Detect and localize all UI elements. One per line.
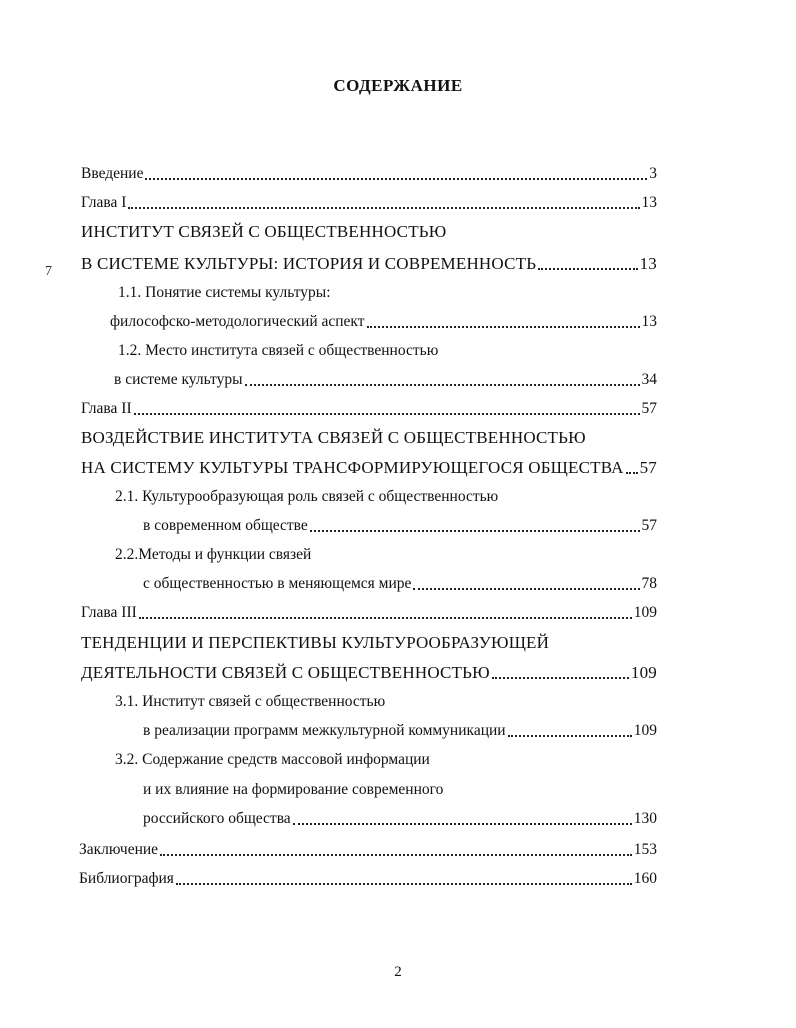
- toc-entry-page: 3: [649, 165, 657, 182]
- toc-entry-text: Глава I: [81, 194, 127, 211]
- toc-entry-page: 109: [633, 604, 657, 621]
- toc-entry-text: 1.1. Понятие системы культуры:: [118, 284, 331, 301]
- toc-entry: [115, 545, 311, 565]
- toc-entry: [143, 516, 657, 536]
- dot-leader: [538, 267, 637, 270]
- toc-entry-text: 3.2. Содержание средств массовой информации: [115, 751, 430, 768]
- dot-leader: [160, 853, 632, 856]
- dot-leader: [626, 471, 638, 474]
- toc-entry-text: в реализации программ межкультурной коммуникации: [143, 722, 506, 739]
- dot-leader: [145, 177, 647, 180]
- toc-entry-text: ДЕЯТЕЛЬНОСТИ СВЯЗЕЙ С ОБЩЕСТВЕННОСТЬЮ: [81, 663, 490, 682]
- toc-entry-text: ВОЗДЕЙСТВИЕ ИНСТИТУТА СВЯЗЕЙ С ОБЩЕСТВЕННОСТЬЮ: [81, 428, 586, 447]
- toc-entry: [118, 341, 438, 361]
- dot-leader: [245, 383, 640, 386]
- dot-leader: [139, 616, 632, 619]
- toc-entry-page: 153: [633, 841, 657, 858]
- toc-entry: [79, 840, 657, 860]
- toc-entry: [143, 721, 657, 741]
- toc-entry: [81, 193, 657, 213]
- dot-leader: [176, 882, 632, 885]
- dot-leader: [492, 676, 629, 679]
- toc-entry-text: и их влияние на формирование современного: [143, 781, 444, 798]
- toc-entry-text: 3.1. Институт связей с общественностью: [115, 693, 386, 710]
- toc-entry-page: 78: [641, 575, 657, 592]
- toc-entry-text: 1.2. Место института связей с общественностью: [118, 342, 439, 359]
- toc-entry: [81, 399, 657, 419]
- toc-entry: [79, 869, 657, 889]
- toc-entry-text: ИНСТИТУТ СВЯЗЕЙ С ОБЩЕСТВЕННОСТЬЮ: [81, 222, 447, 241]
- toc-entry-page: 57: [641, 517, 657, 534]
- toc-entry-text: Заключение: [79, 841, 159, 858]
- toc-entry: [115, 750, 430, 770]
- toc-entry-page: 13: [641, 194, 657, 211]
- toc-entry-page: 130: [633, 810, 657, 827]
- toc-entry-text: российского общества: [143, 810, 291, 827]
- toc-entry-text: философско-методологический аспект: [110, 313, 365, 330]
- toc-entry: [81, 663, 657, 683]
- toc-entry: [81, 164, 657, 184]
- page-number: 2: [394, 964, 402, 980]
- toc-entry-page: 57: [639, 458, 657, 477]
- toc-entry: [81, 222, 446, 242]
- toc-entry-text: Глава III: [81, 604, 137, 621]
- margin-mark: 7: [45, 264, 52, 279]
- dot-leader: [310, 529, 640, 532]
- toc-entry-text: Глава II: [81, 400, 132, 417]
- toc-entry: [81, 254, 657, 274]
- page-title: СОДЕРЖАНИЕ: [333, 76, 463, 95]
- dot-leader: [293, 822, 632, 825]
- toc-entry-page: 109: [630, 663, 657, 682]
- toc-entry-text: с общественностью в меняющемся мире: [143, 575, 412, 592]
- toc-entry: [115, 487, 498, 507]
- dot-leader: [134, 412, 640, 415]
- toc-entry-text: 2.2.Методы и функции связей: [115, 546, 312, 563]
- toc-entry-page: 160: [633, 870, 657, 887]
- toc-entry: [143, 809, 657, 829]
- toc-entry: [143, 574, 657, 594]
- toc-entry-text: 2.1. Культурообразующая роль связей с общественностью: [115, 488, 499, 505]
- toc-entry: [81, 428, 586, 448]
- dot-leader: [128, 206, 639, 209]
- dot-leader: [508, 734, 632, 737]
- toc-entry-text: в современном обществе: [143, 517, 308, 534]
- toc-entry-page: 109: [633, 722, 657, 739]
- toc-entry: [114, 370, 657, 390]
- toc-entry: [81, 603, 657, 623]
- toc-entry-page: 13: [641, 313, 657, 330]
- toc-entry-text: НА СИСТЕМУ КУЛЬТУРЫ ТРАНСФОРМИРУЮЩЕГОСЯ ОБЩЕСТВА: [81, 458, 624, 477]
- toc-entry-text: Библиография: [79, 870, 174, 887]
- toc-entry: [81, 458, 657, 478]
- toc-entry: [110, 312, 657, 332]
- toc-entry-text: в системе культуры: [114, 371, 243, 388]
- toc-entry-text: ТЕНДЕНЦИИ И ПЕРСПЕКТИВЫ КУЛЬТУРООБРАЗУЮЩЕЙ: [81, 633, 550, 652]
- dot-leader: [367, 325, 640, 328]
- toc-entry-page: 57: [641, 400, 657, 417]
- toc-entry: [143, 780, 443, 800]
- toc-entry-page: 34: [641, 371, 657, 388]
- toc-entry-page: 13: [639, 254, 657, 273]
- toc-entry-text: В СИСТЕМЕ КУЛЬТУРЫ: ИСТОРИЯ И СОВРЕМЕННОСТЬ: [81, 254, 537, 273]
- toc-entry: [115, 692, 385, 712]
- toc-entry-text: Введение: [81, 165, 144, 182]
- toc-entry: [118, 283, 331, 303]
- dot-leader: [413, 587, 639, 590]
- toc-entry: [81, 633, 549, 653]
